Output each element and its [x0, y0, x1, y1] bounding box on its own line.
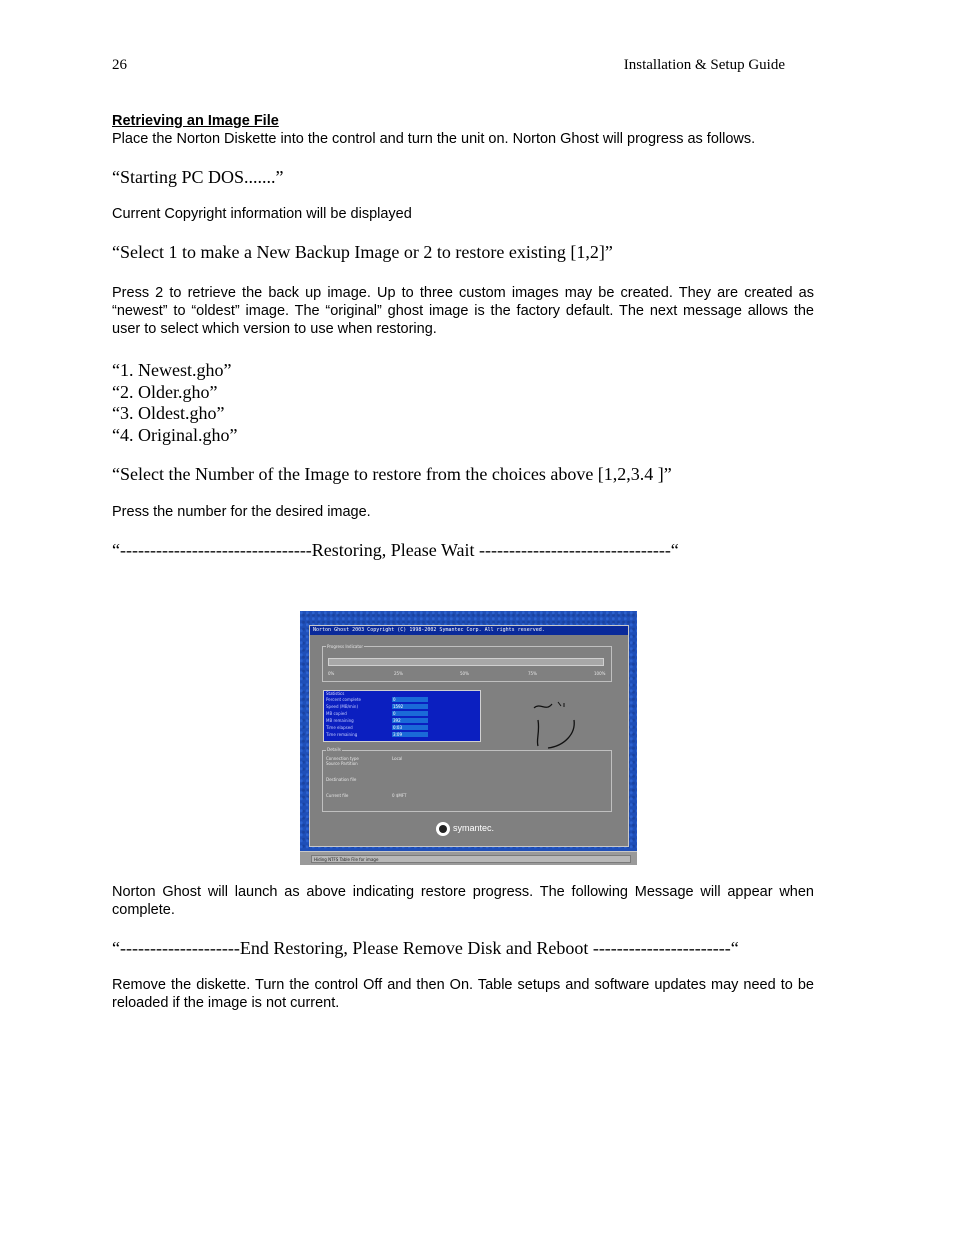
progress-tick: 75% — [528, 671, 537, 676]
ghost-screenshot — [300, 611, 637, 865]
end-restoring-message: “--------------------End Restoring, Please Remove Disk and Reboot -----------------------“ — [112, 938, 739, 958]
ghost-status-bar — [300, 851, 637, 865]
ghost-window — [309, 625, 629, 847]
detail-value: 0 $MFT — [392, 793, 407, 798]
progress-bar — [328, 658, 604, 666]
progress-tick: 100% — [594, 671, 606, 676]
restoring-message: “--------------------------------Restoring, Please Wait --------------------------------“ — [112, 540, 679, 560]
starting-message: “Starting PC DOS.......” — [112, 167, 284, 187]
remove-note: Remove the diskette. Turn the control Off and then On. Table setups and software updates may need to be reloaded if the image is not current. — [112, 977, 814, 1011]
intro-text: Place the Norton Diskette into the control and turn the unit on. Norton Ghost will progress as follows. — [112, 131, 756, 147]
stat-row: MB remaining 392 — [326, 718, 476, 724]
stat-row: Speed (MB/min) 1592 — [326, 704, 476, 710]
page-number: 26 — [112, 57, 127, 73]
symantec-brand: symantec. — [453, 823, 495, 833]
ghost-title-bar: Norton Ghost 2003 Copyright (C) 1998-2002 Symantec Corp. All rights reserved. — [310, 626, 628, 635]
detail-key: Connection type — [326, 756, 359, 761]
detail-value: Local — [392, 756, 403, 761]
ghost-status-text: Hiding NTFS Table File for image — [311, 855, 631, 863]
copyright-note: Current Copyright information will be displayed — [112, 206, 412, 222]
option-item: “1. Newest.gho” — [112, 360, 232, 380]
option-item: “2. Older.gho” — [112, 381, 218, 402]
press2-note: Press 2 to retrieve the back up image. Up to three custom images may be created. They are created as “newest” to “oldest” image. The “original” ghost image is the factory default. The next message allows the user to select which version to use when restoring. — [112, 285, 814, 337]
details-label: Details — [327, 747, 341, 752]
details-box — [322, 750, 612, 812]
stat-row: Time remaining 3:09 — [326, 732, 476, 738]
launch-note: Norton Ghost will launch as above indicating restore progress. The following Message will appear when complete. — [112, 884, 814, 918]
progress-tick: 50% — [460, 671, 469, 676]
stat-row: Time elapsed 0:03 — [326, 725, 476, 731]
detail-key: Current file — [326, 793, 349, 798]
detail-key: Source Partition — [326, 761, 358, 766]
detail-key: Destination file — [326, 777, 357, 782]
progress-tick: 25% — [394, 671, 403, 676]
ghost-logo-icon — [530, 694, 590, 754]
option-list — [112, 360, 237, 447]
section-title: Retrieving an Image File — [112, 113, 279, 129]
symantec-logo-icon — [436, 822, 450, 836]
option-item: “3. Oldest.gho” — [112, 403, 225, 424]
progress-tick: 0% — [328, 671, 335, 676]
stat-row: Percent complete 0 — [326, 697, 476, 703]
statistics-panel — [323, 690, 481, 742]
select-number-prompt: “Select the Number of the Image to restore from the choices above [1,2,3.4 ]” — [112, 464, 672, 484]
press-number-note: Press the number for the desired image. — [112, 504, 371, 520]
option-item: “4. Original.gho” — [112, 425, 238, 446]
select-prompt: “Select 1 to make a New Backup Image or 2 to restore existing [1,2]” — [112, 242, 613, 262]
stat-row: MB copied 0 — [326, 711, 476, 717]
statistics-label: Statistics — [326, 691, 345, 696]
progress-label: Progress Indicator — [327, 644, 364, 649]
guide-title: Installation & Setup Guide — [623, 57, 785, 73]
